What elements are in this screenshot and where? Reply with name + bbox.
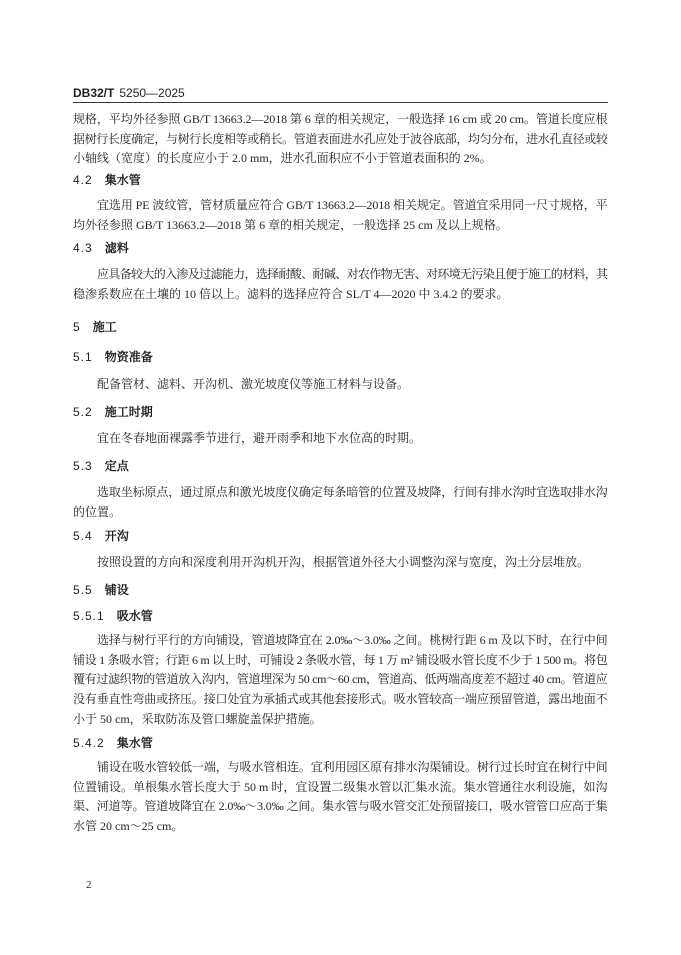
paragraph-line: 铺设 1 条吸水管；行距 6 m 以上时，可铺设 2 条吸水管，每 1 万 m² 铺设吸水管长度不少于 1 500 m。将包: [73, 652, 608, 667]
paragraph-5-3: [73, 483, 608, 522]
chapter-number: 5: [73, 320, 81, 334]
clause-number: 5.5.1: [73, 609, 105, 623]
paragraph-line: 配备管材、滤料、开沟机、激光坡度仪等施工材料与设备。: [97, 377, 410, 391]
standard-code-prefix: DB32/T: [73, 86, 115, 100]
clause-title: 开沟: [104, 529, 129, 543]
paragraph-line: 均外径参照 GB/T 13663.2—2018 第 6 章的相关规定，一般选择 25 cm 及以上规格。: [73, 217, 508, 232]
paragraph-line: 选择与树行平行的方向铺设，管道坡降宜在 2.0‰～3.0‰ 之间。桃树行距 6 m 及以下时，在行中间: [97, 633, 608, 647]
clause-heading-4-2: [73, 170, 141, 190]
clause-number: 4.3: [73, 241, 93, 255]
clause-heading-5-2: [73, 402, 153, 422]
paragraph-line: 规格，平均外径参照 GB/T 13663.2—2018 第 6 章的相关规定，一般选择 16 cm 或 20 cm。管道长度应根: [73, 112, 608, 126]
paragraph-5-2: [73, 429, 608, 449]
clause-heading-5-5: [73, 580, 129, 600]
running-header: [73, 85, 185, 101]
clause-number: 5.1: [73, 350, 93, 364]
paragraph-line: 位置铺设。单根集水管长度大于 50 m 时，宜设置二级集水管以汇集水流。集水管通往水利设施，如沟: [73, 779, 608, 794]
paragraph-line: 按照设置的方向和深度利用开沟机开沟，根据管道外径大小调整沟深与宽度，沟土分层堆放。: [97, 555, 590, 569]
paragraph-line: 的位置。: [73, 504, 122, 519]
paragraph-line: 选取坐标原点，通过原点和激光坡度仪确定每条暗管的位置及坡降，行间有排水沟时宜选取排水沟: [97, 485, 608, 499]
paragraph-line: 小轴线（宽度）的长度应小于 2.0 mm，进水孔面积应不小于管道表面积的 2%。: [73, 151, 492, 166]
paragraph-line: 覆有过滤织物的管道放入沟内，管道埋深为 50 cm～60 cm，管道高、低两端高度差不超过 40 cm。管道应: [73, 672, 608, 687]
header-rule: [73, 102, 608, 103]
paragraph-line: 小于 50 cm，采取防冻及管口螺旋盖保护措施。: [73, 711, 322, 726]
clause-title: 集水管: [116, 736, 153, 750]
clause-heading-5-5-1: [73, 606, 153, 626]
clause-number: 5.3: [73, 459, 93, 473]
paragraph-4-3: [73, 265, 608, 304]
paragraph-5-1: [73, 375, 608, 395]
paragraph-line: 应具备较大的入渗及过滤能力，选择耐酸、耐碱、对农作物无害、对环境无污染且便于施工的材料，其: [97, 267, 608, 281]
clause-number: 5.2: [73, 405, 93, 419]
paragraph-line: 水管 20 cm～25 cm。: [73, 819, 184, 834]
clause-number: 4.2: [73, 173, 93, 187]
clause-title: 滤料: [104, 241, 129, 255]
clause-title: 物资准备: [104, 350, 153, 364]
paragraph-line: 宜选用 PE 波纹管，管材质量应符合 GB/T 13663.2—2018 相关规定。管道宜采用同一尺寸规格，平: [97, 198, 608, 212]
paragraph-intro: [73, 110, 608, 169]
clause-title: 施工时期: [104, 405, 153, 419]
clause-heading-5-3: [73, 456, 129, 476]
chapter-heading-5: [73, 317, 117, 337]
paragraph-line: 稳渗系数应在土壤的 10 倍以上。滤料的选择应符合 SL/T 4—2020 中 3.4.2 的要求。: [73, 286, 509, 301]
clause-title: 集水管: [104, 173, 141, 187]
paragraph-5-5-1: [73, 631, 608, 729]
paragraph-5-4-2: [73, 758, 608, 837]
paragraph-line: 没有垂直性弯曲或挤压。接口处宜为承插式或其他套接形式。吸水管较高一端应预留管道，露出地面不: [73, 692, 608, 707]
paragraph-4-2: [73, 196, 608, 235]
chapter-title: 施工: [92, 320, 117, 334]
paragraph-line: 据树行长度确定，与树行长度相等或稍长。管道表面进水孔应处于波谷底部，均匀分布，进水孔直径或较: [73, 131, 608, 146]
paragraph-line: 宜在冬春地面裸露季节进行，避开雨季和地下水位高的时期。: [97, 431, 422, 445]
paragraph-5-4: [73, 553, 608, 573]
paragraph-line: 渠、河道等。管道坡降宜在 2.0‰～3.0‰ 之间。集水管与吸水管交汇处预留接口，吸水管管口应高于集: [73, 799, 608, 814]
clause-heading-5-4: [73, 526, 129, 546]
clause-title: 铺设: [104, 583, 129, 597]
paragraph-line: 铺设在吸水管较低一端，与吸水管相连。宜利用园区原有排水沟渠铺设。树行过长时宜在树行中间: [97, 760, 608, 774]
standard-code-number: 5250—2025: [119, 86, 185, 100]
clause-title: 吸水管: [116, 609, 153, 623]
clause-heading-5-1: [73, 347, 153, 367]
page-number: 2: [86, 879, 92, 891]
clause-number: 5.4.2: [73, 736, 105, 750]
clause-heading-4-3: [73, 238, 129, 258]
clause-number: 5.4: [73, 529, 93, 543]
clause-number: 5.5: [73, 583, 93, 597]
clause-title: 定点: [104, 459, 129, 473]
clause-heading-5-4-2: [73, 733, 153, 753]
